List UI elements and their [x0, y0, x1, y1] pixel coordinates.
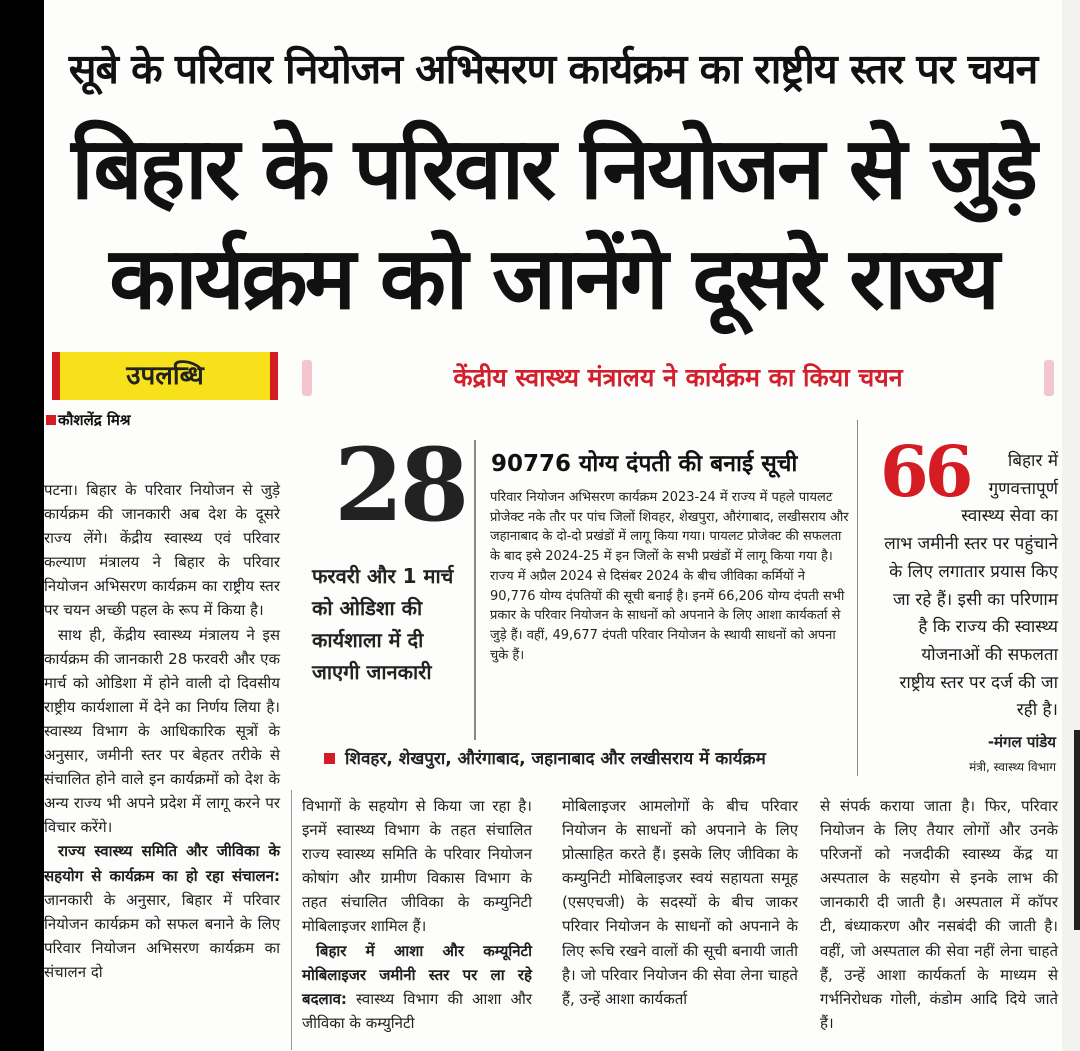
banner-right-tick [1044, 360, 1054, 396]
adjacent-page-bar [1074, 730, 1080, 930]
newspaper-page [44, 0, 1062, 1051]
fact-box-divider [474, 440, 476, 740]
quote-author-name: -मंगल पांडेय [987, 733, 1056, 751]
article-column-1 [44, 478, 280, 984]
fact-box-footer-text: शिवहर, शेखपुरा, औरंगाबाद, जहानाबाद और लखीसराय में कार्यक्रम [345, 749, 766, 769]
minister-quote [874, 430, 1060, 780]
article-subheading: राज्य स्वास्थ्य समिति और जीविका के सहयोग से कार्यक्रम का हो रहा संचालन: [44, 842, 280, 885]
article-subtext: जानकारी के अनुसार, बिहार में परिवार नियोजन कार्यक्रम को सफल बनाने के लिए परिवार नियोजन अभिसरण कार्यक्रम का संचालन दो [44, 890, 280, 981]
quote-mark-icon: 66 [880, 430, 970, 513]
achievement-badge: उपलब्धि [52, 352, 278, 400]
fact-box-number-caption: फरवरी और 1 मार्च को ओडिशा की कार्यशाला में दी जाएगी जानकारी [312, 564, 454, 684]
main-headline-line-2: कार्यक्रम को जानेंगे दूसरे राज्य [109, 229, 997, 329]
fact-box-footer [324, 746, 766, 769]
article-paragraph [44, 839, 280, 984]
red-square-icon [324, 753, 335, 764]
article-paragraph: से संपर्क कराया जाता है। फिर, परिवार नियोजन के लिए तैयार लोगों और उनके परिजनों को नजदीकी स्वास्थ्य केंद्र या अस्पताल के सहयोग से इनके लाभ की जानकारी दी जाती है। अस्पताल में कॉपर टी, बंध्याकरण और नसबंदी की जाती है। वहीं, जो अस्पताल की सेवा नहीं लेना चाहते हैं, उन्हें आशा कार्यकर्ता के माध्यम से गर्भनिरोधक गोली, कंडोम आदि दिये जाते हैं। [820, 797, 1058, 1032]
fact-box [306, 420, 858, 776]
section-banner [302, 356, 1054, 400]
kicker-headline: सूबे के परिवार नियोजन अभिसरण कार्यक्रम का राष्ट्रीय स्तर पर चयन [68, 45, 1038, 93]
adjacent-page-edge [1062, 0, 1080, 1051]
red-square-icon [46, 415, 56, 425]
article-paragraph [302, 939, 532, 1035]
banner-text: केंद्रीय स्वास्थ्य मंत्रालय ने कार्यक्रम का किया चयन [453, 363, 903, 392]
article-column-2 [302, 794, 532, 1035]
column-rule [291, 790, 292, 1050]
article-column-3 [562, 794, 798, 1011]
article-paragraph: साथ ही, केंद्रीय स्वास्थ्य मंत्रालय ने इस कार्यक्रम की जानकारी 28 फरवरी और एक मार्च को ओडिशा में होने वाली दो दिवसीय राष्ट्रीय कार्यशाला में देने का निर्णय लिया है। स्वास्थ्य विभाग के आधिकारिक सूत्रों के अनुसार, जमीनी स्तर पर बेहतर तरीके से संचालित होने वाले इन कार्यक्रमों को देश के अन्य राज्य भी अपने प्रदेश में लागू करने पर विचार करेंगे। [44, 625, 280, 837]
byline-author: कौशलेंद्र मिश्र [58, 411, 131, 429]
byline [46, 410, 130, 430]
article-paragraph: मोबिलाइजर आमलोगों के बीच परिवार नियोजन के साधनों को अपनाने के लिए प्रोत्साहित करते हैं। इसके लिए जीविका के कम्युनिटी मोबिलाइजर स्वयं सहायता समूह (एसएचजी) के सदस्यों के बीच जाकर परिवार नियोजन के साधनों को अपनाने के लिए रूचि रखने वालों की सूची बनायी जाती है। जो परिवार नियोजन की सेवा लेना चाहते हैं, उन्हें आशा कार्यकर्ता [562, 797, 798, 1008]
article-paragraph: विभागों के सहयोग से किया जा रहा है। इनमें स्वास्थ्य विभाग के तहत संचालित राज्य स्वास्थ्य समिति के परिवार नियोजन कोषांग और ग्रामीण विकास विभाग के तहत संचालित जीविका के कम्युनिटी मोबिलाइजर शामिल हैं। [302, 797, 532, 936]
banner-left-tick [302, 360, 312, 396]
fact-box-body: परिवार नियोजन अभिसरण कार्यक्रम 2023-24 में राज्य में पहले पायलट प्रोजेक्ट नके तौर पर पांच जिलों शिवहर, शेखपुरा, औरंगाबाद, लखीसराय और जहानाबाद के दो-दो प्रखंडों में लागू किया गया। पायलट प्रोजेक्ट की सफलता के बाद इसे 2024-25 में इन जिलों के सभी प्रखंडों में लागू किया गया है। राज्य में अप्रैल 2024 से दिसंबर 2024 के बीच जीविका कर्मियों ने 90,776 योग्य दंपतियों की सूची बनाई है। इनमें 66,206 योग्य दंपती सभी प्रकार के परिवार नियोजन के साधनों को अपनाने के लिए आशा कार्यकर्ता से जुड़े हैं। वहीं, 49,677 दंपती परिवार नियोजन के स्थायी साधनों को अपना चुके हैं। [490, 490, 849, 663]
quote-author-role: मंत्री, स्वास्थ्य विभाग [969, 760, 1056, 774]
article-column-4 [820, 794, 1058, 1035]
fact-box-subhead: 90776 योग्य दंपती की बनाई सूची [491, 451, 798, 477]
article-paragraph: पटना। बिहार के परिवार नियोजन से जुड़े कार्यक्रम की जानकारी अब देश के दूसरे राज्य लेंगे। केंद्रीय स्वास्थ्य एवं परिवार कल्याण मंत्रालय ने बिहार के परिवार नियोजन अभिसरण कार्यक्रम का राष्ट्रीय स्तर पर चयन अच्छी पहल के रूप में किया है। [44, 481, 280, 620]
quote-text-wrap [882, 448, 1058, 725]
article-subtext: स्वास्थ्य विभाग की आशा और जीविका के कम्युनिटी [302, 989, 532, 1032]
quote-text: बिहार में गुणवत्तापूर्ण स्वास्थ्य सेवा का लाभ जमीनी स्तर पर पहुंचाने के लिए लगातार प्रयास किए जा रहे हैं। इसी का परिणाम है कि राज्य की स्वास्थ्य योजनाओं की सफलता राष्ट्रीय स्तर पर दर्ज की जा रही है। [884, 451, 1058, 721]
article-subheading: बिहार में आशा और कम्यूनिटी मोबिलाइजर जमीनी स्तर पर ला रहे बदलाव: [302, 941, 532, 1008]
main-headline-line-1: बिहार के परिवार नियोजन से जुड़े [71, 119, 1035, 219]
fact-box-big-number: 28 [334, 426, 466, 544]
